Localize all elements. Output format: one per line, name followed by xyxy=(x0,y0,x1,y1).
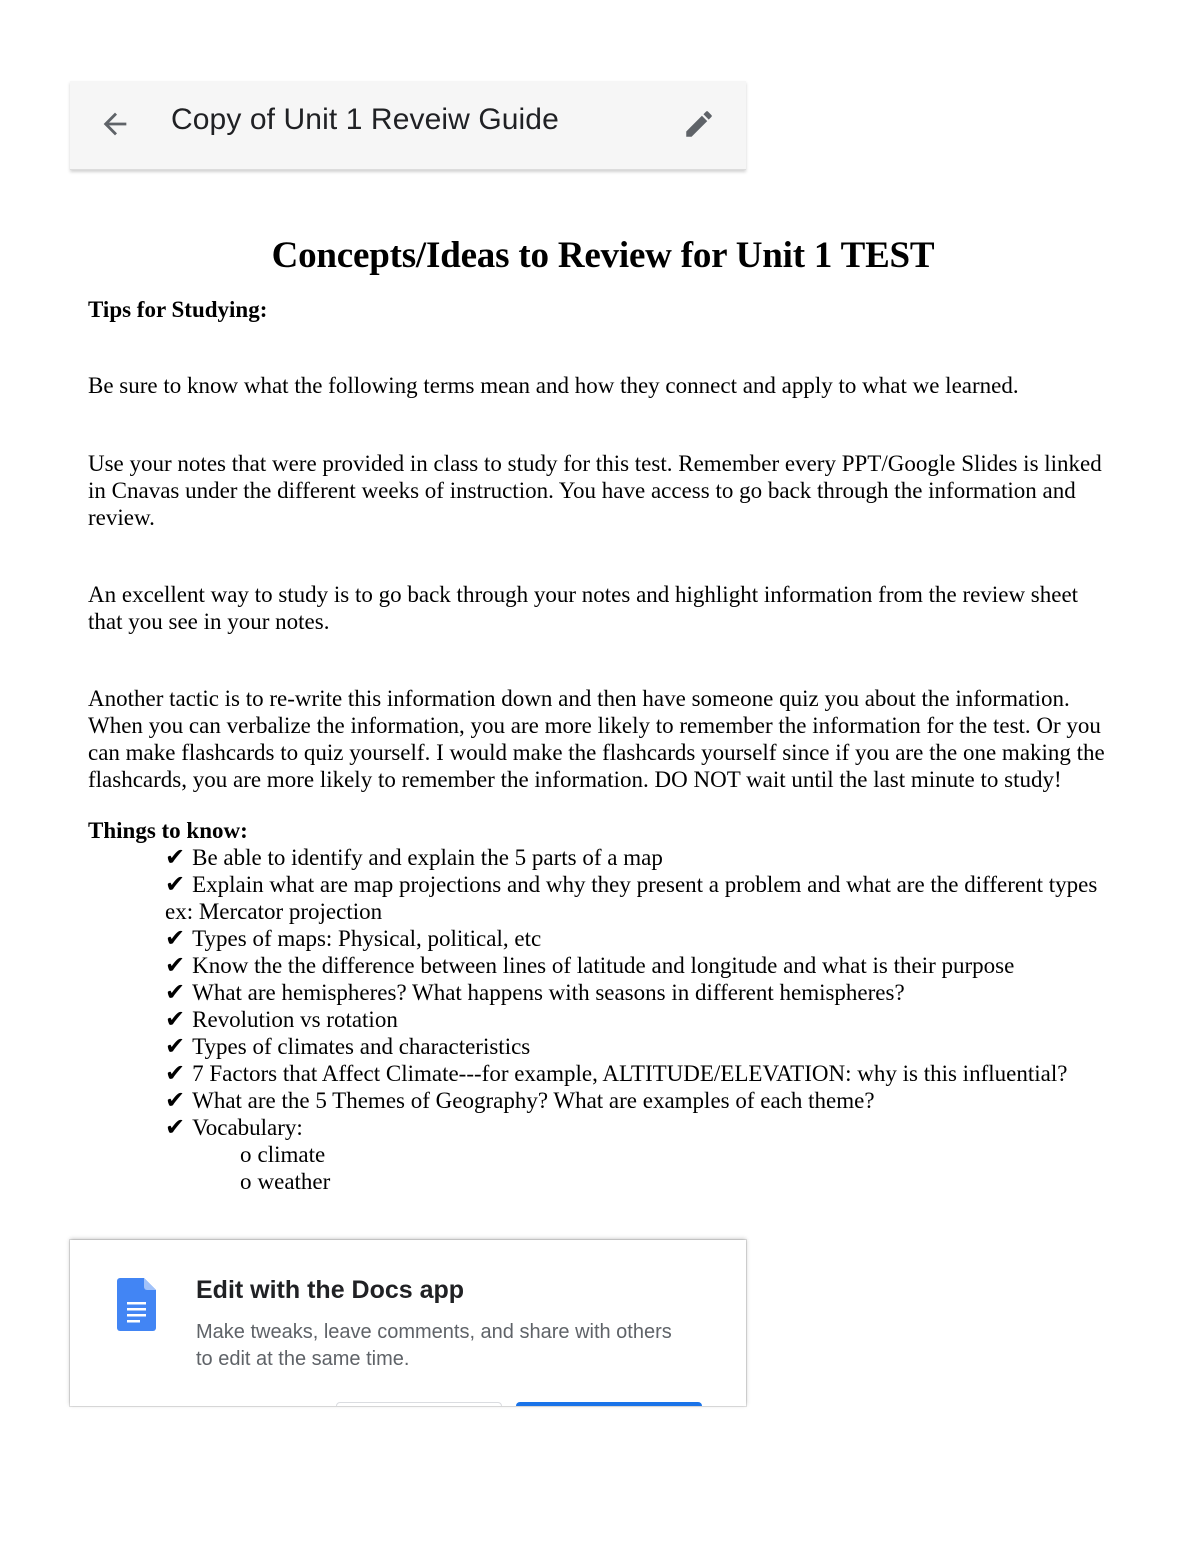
checkmark-icon: ✔ xyxy=(165,1113,186,1141)
document-title: Copy of Unit 1 Reveiw Guide xyxy=(171,103,559,136)
checklist xyxy=(88,844,1118,1141)
checklist-item xyxy=(165,871,1118,925)
paragraph-highlight: An excellent way to study is to go back through your notes and highlight information from the review sheet that you see in your notes. xyxy=(88,582,1079,634)
promo-description: Make tweaks, leave comments, and share with others to edit at the same time. xyxy=(196,1321,672,1370)
pencil-edit-icon[interactable] xyxy=(682,107,716,141)
checkmark-icon: ✔ xyxy=(165,924,186,952)
vocabulary-list xyxy=(88,1141,1118,1195)
checklist-item xyxy=(165,1033,1118,1060)
checklist-item xyxy=(165,1087,1118,1114)
docs-app-promo-sheet xyxy=(70,1240,746,1406)
arrow-back-icon[interactable] xyxy=(98,107,132,141)
checklist-item-text: 7 Factors that Affect Climate---for example, ALTITUDE/ELEVATION: why is this influential? xyxy=(192,1061,1068,1086)
checklist-item xyxy=(165,1006,1118,1033)
promo-title: Edit with the Docs app xyxy=(196,1276,465,1304)
checklist-item-text: What are hemispheres? What happens with seasons in different hemispheres? xyxy=(192,980,905,1005)
google-docs-icon xyxy=(117,1278,156,1331)
checkmark-icon: ✔ xyxy=(165,1086,186,1114)
sub-bullet: o xyxy=(240,1142,252,1167)
vocabulary-item xyxy=(240,1141,1118,1168)
paragraph-notes: Use your notes that were provided in class to study for this test. Remember every PPT/Google Slides is linked in Cnavas under the different weeks of instruction. You have access to go back through the information and review. xyxy=(88,451,1102,530)
app-bar xyxy=(70,81,746,170)
checkmark-icon: ✔ xyxy=(165,843,186,871)
checklist-item xyxy=(165,952,1118,979)
checkmark-icon: ✔ xyxy=(165,1059,186,1087)
checklist-item xyxy=(165,979,1118,1006)
vocabulary-term: climate xyxy=(257,1142,326,1167)
checklist-item-text: Revolution vs rotation xyxy=(192,1007,398,1032)
vocabulary-term: weather xyxy=(257,1169,331,1194)
checklist-item-text: Be able to identify and explain the 5 parts of a map xyxy=(192,845,663,870)
checklist-item xyxy=(165,1060,1118,1087)
checklist-item xyxy=(165,925,1118,952)
checklist-item-text: Types of climates and characteristics xyxy=(192,1034,531,1059)
checklist-item xyxy=(165,844,1118,871)
document-body xyxy=(88,232,1118,1195)
checkmark-icon: ✔ xyxy=(165,1032,186,1060)
checkmark-icon: ✔ xyxy=(165,870,186,898)
checklist-item-text: Types of maps: Physical, political, etc xyxy=(192,926,542,951)
checklist-item-text: Know the the difference between lines of latitude and longitude and what is their purpose xyxy=(192,953,1015,978)
checklist-item-text: Vocabulary: xyxy=(192,1115,303,1140)
checkmark-icon: ✔ xyxy=(165,1005,186,1033)
open-docs-app-button[interactable] xyxy=(516,1402,702,1406)
document-heading: Concepts/Ideas to Review for Unit 1 TEST xyxy=(271,235,935,276)
vocabulary-item xyxy=(240,1168,1118,1195)
checkmark-icon: ✔ xyxy=(165,951,186,979)
paragraph-terms: Be sure to know what the following terms mean and how they connect and apply to what we learned. xyxy=(88,373,1019,398)
dismiss-button[interactable] xyxy=(336,1402,502,1406)
sub-bullet: o xyxy=(240,1169,252,1194)
checklist-item-text: Explain what are map projections and why they present a problem and what are the different types ex: Mercator projection xyxy=(165,872,1098,924)
paragraph-rewrite: Another tactic is to re-write this information down and then have someone quiz you about the information. When you can verbalize the information, you are more likely to remember the information for the test. Or you can make flashcards to quiz yourself. I would make the flashcards yourself since if you are the one making the flashcards, you are more likely to remember the information. DO NOT wait until the last minute to study! xyxy=(88,686,1105,792)
tips-heading: Tips for Studying: xyxy=(88,297,268,322)
checkmark-icon: ✔ xyxy=(165,978,186,1006)
things-heading: Things to know: xyxy=(88,818,248,843)
checklist-item xyxy=(165,1114,1118,1141)
checklist-item-text: What are the 5 Themes of Geography? What are examples of each theme? xyxy=(192,1088,875,1113)
